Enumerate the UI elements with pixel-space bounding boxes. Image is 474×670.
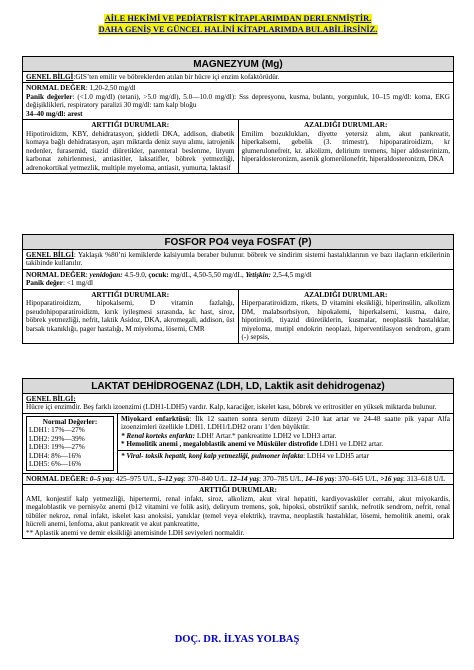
- magnesium-normal-label: NORMAL DEĞER: [26, 84, 86, 93]
- magnesium-normal: [23, 83, 453, 120]
- magnesium-section: [22, 56, 454, 174]
- phosphorus-child-label: çocuk:: [148, 270, 169, 279]
- ldh-viral-label: * Viral- toksik hepatit, konj kalp yetmezliği, pulmoner infakta: [121, 451, 304, 460]
- phosphorus-decrease-title: AZALDIĞI DURUMLAR:: [304, 290, 388, 299]
- ldh-normal-values: [23, 414, 118, 473]
- magnesium-columns: [23, 120, 453, 173]
- ldh-isoenzymes: [23, 414, 453, 474]
- phosphorus-increase-title: ARTTIĞI DURUMLAR:: [91, 290, 170, 299]
- magnesium-panic-last: 34–40 mg/dl: arest: [26, 109, 83, 118]
- magnesium-increase-text: Hipotiroidizm, KBY, dehidratasyon, şiddetli DKA, addison, diabetik komayа bağlı dehidratasyon, aşırı miktarda deniz suyu alımı, iatrojenik nedenler, furasemid, tiazid diüretikler, parenteral beslenme, lityum karbonat zehirlenmesi, antiasitler, laksatifler, böbrek yetmezliği, adrenokortikal yetmezlik, multiple myeloma, antiasit, yumurta, laktasif: [26, 129, 235, 172]
- ldh-age-12-14-label: 12–14 yaş: [229, 474, 260, 483]
- phosphorus-adult-label: Yetişkin:: [245, 270, 272, 279]
- phosphorus-section: [22, 234, 454, 344]
- phosphorus-title: FOSFOR PO4 veya FOSFAT (P): [23, 235, 453, 250]
- banner-line-1: AİLE HEKİMİ VE PEDİATRİST KİTAPLARIMDAN DERLENMİŞTİR.: [104, 14, 372, 23]
- phosphorus-child-value: mg/dL, 4,50-5,50 mg/dL,: [168, 270, 246, 279]
- magnesium-decrease-text: Emilim bozuklukları, diyette yetersiz alım, akut pankreatit, hiperkalsemi, gebelik (3. trimestr), hipoparatiroidizm, kr glumerulonefreit, kr. alkolizm, delirium tremens, hiper aldosterinizm, hiperaldosteronizm, asenik glomerülonefrit, hiperaldosteronizm, DKA: [241, 129, 450, 164]
- phosphorus-general: [23, 250, 453, 270]
- phosphorus-normal-label: NORMAL DEĞER: [26, 270, 86, 279]
- ldh4-value: LDH4: 8%—16%: [29, 451, 82, 460]
- phosphorus-general-label: GENEL BİLGİ: [26, 251, 74, 259]
- ldh-age-5-12-value: : 370–840 U/L.: [183, 474, 230, 483]
- ldh-section: [22, 378, 454, 539]
- ldh-age-12-14-value: : 370–785 U/L,: [259, 474, 305, 483]
- ldh-mi-text: : İlk 12 saatten sonra serum düzeyi 2-10 kat artar ve 24-48 saatte pik yapar Alfa izoenzimleri özellikle LDH1. LDH1/LDH2 oranı 1’den büyüktür.: [121, 414, 450, 432]
- ldh-normal-label: NORMAL DEĞER:: [26, 474, 89, 483]
- author-footer: DOÇ. DR. İLYAS YOLBAŞ: [174, 634, 300, 645]
- ldh-renal-text: LDH! Artar.* pankreatitte LDH2 ve LDH3 artar.: [195, 431, 337, 440]
- ldh-increase-text: AMI, konjestif kalp yetmezliği, hipertermi, renal infakt, siroz, alkolizm, akut viral hepatiti, kardiyovasküler cerrahi, akut miyokardis, megaloblastik ve pernisyöz anemi (b12 vitamini ve folik asit), deliryum tremens, şok, hipoksi, obstrüktif sarılık, nefrotik sendrom, nefrit, renal tübüler nekroz, renal infakt, iskelet kası anoksisi, yanıklar (temel veya elektrik), travma, neoplastik hastalıklar, lösemi, hemolitik anemi, orak hücreli anemi, lenfoma, akut pankreatit ve akut pankreatitte,: [26, 494, 450, 529]
- ldh-note: ** Aplastik anemi ve demir eksikliği anemisinde LDH seviyeleri normaldir.: [26, 528, 245, 537]
- ldh-age-14-16-label: 14–16 yaş: [304, 474, 335, 483]
- ldh-age-16-label: >16 yaş: [380, 474, 403, 483]
- ldh2-value: LDH2: 29%—39%: [29, 434, 85, 443]
- ldh-age-0-5-label: 0–5 yaş: [89, 474, 113, 483]
- banner-line-2: DAHA GENİŞ VE GÜNCEL HALİNİ KİTAPLARIMDA BULABİLİRSİNİZ.: [98, 24, 378, 34]
- ldh-title: LAKTAT DEHİDROGENAZ (LDH, LD, Laktik asit dehidrogenaz): [23, 379, 453, 394]
- magnesium-general-text: :GIS’ten emilir ve böbreklerden atılan bir hücre içi enzim kofaktörüdür.: [73, 73, 280, 81]
- ldh-general-label: GENEL BİLGİ:: [26, 395, 76, 403]
- phosphorus-adult-value: 2,5-4,5 mg/dl: [271, 270, 312, 279]
- ldh5-value: LDH5: 6%—16%: [29, 460, 82, 469]
- magnesium-normal-value: : 1,20-2,50 mg/dl: [85, 84, 136, 93]
- ldh-age-16-value: : 313–618 U/L: [402, 474, 446, 483]
- ldh-viral-text: : LDH4 ve LDH5 artar: [303, 451, 369, 460]
- magnesium-increase-title: ARTTIĞI DURUMLAR:: [91, 121, 170, 130]
- ldh-age-0-5-value: : 425–975 U/L,: [112, 474, 158, 483]
- magnesium-general-label: GENEL BİLGİ: [26, 73, 74, 81]
- ldh-general: [23, 394, 453, 414]
- magnesium-title: MAGNEZYUM (Mg): [23, 57, 453, 72]
- magnesium-panic-label: Panik değerler: [26, 92, 73, 101]
- magnesium-decrease: [238, 120, 454, 173]
- ldh-increase: [23, 485, 453, 538]
- phosphorus-columns: [23, 290, 453, 343]
- ldh-renal-label: * Renal korteks enfarktı:: [121, 431, 196, 440]
- phosphorus-increase-text: Hipoparatiroidizm, hipokalsemi, D vitamin fazlalığı, pseudohipoparatiroidizm, kırık iyileşmesi sırasında, kc hast, siroz, böbrek yetmezliği, nefrit, laktik Asidoz, DKA, akromegali, addison, üst barsak tıkanıklığı, pager hastalığı, M miyeloma, lösemi, CMR: [26, 299, 235, 333]
- magnesium-increase: [23, 120, 238, 173]
- ldh3-value: LDH3: 19%—27%: [29, 443, 85, 452]
- ldh-mi-label: Miyokard enfarktüsü: [121, 414, 190, 423]
- phosphorus-newborn-label: yenidoğan:: [89, 270, 123, 279]
- ldh-age-5-12-label: 5–12 yaş: [157, 474, 184, 483]
- phosphorus-newborn-value: 4.5-9.0,: [122, 270, 149, 279]
- phosphorus-normal: NORMAL DEĞER: yenidoğan: 4.5-9.0, çocuk: mg/dL, 4,50-5,50 mg/dL, Yetişkin: 2,5-4,5 mg/dl Panik değer: <1 mg/dl: [23, 270, 453, 290]
- ldh-normal-title: Normal Değerler:: [42, 417, 98, 426]
- phosphorus-increase: [23, 290, 238, 343]
- ldh-age-14-16-value: : 370–645 U/L,: [334, 474, 381, 483]
- ldh-normal-ages: [23, 474, 453, 485]
- phosphorus-panic-value: : <1 mg/dl: [62, 279, 93, 288]
- phosphorus-panic-label: Panik değer: [26, 279, 63, 288]
- ldh-increase-title: ARTTIĞI DURUMLAR:: [199, 486, 277, 495]
- magnesium-general: [23, 72, 453, 83]
- ldh-normal-box: [26, 416, 114, 471]
- banner: [63, 14, 413, 35]
- ldh-conditions: [118, 414, 453, 473]
- ldh-hemolytic-text: LDH1 ve LDH2 artar.: [317, 440, 384, 449]
- phosphorus-decrease: [238, 290, 454, 343]
- magnesium-decrease-title: AZALDIĞI DURUMLAR:: [304, 121, 388, 130]
- phosphorus-decrease-text: Hiperparatiroidizm, rikets, D vitamini eksikliği, hiperinsülin, alkolizm DM, malabsorbsiyon, hipokalemi, hiperkalsemi, kusma, daire, hipotiroidi, tiyazid diüretiklerin, kusmalar, neoplastik hastalıklar, miyeloma, mutipl endokrin neoplazi, hiperventilasyon sendrom, gram (-) sepsis,: [241, 299, 450, 342]
- ldh-hemolytic-label: * Hemolitik anemi , megaloblastik anemi ve Müsküler distrofide: [121, 440, 318, 449]
- phosphorus-general-text: : Yaklaşık %80’ni kemiklerde kalsiyumla beraber bulunur. böbrek ve sindirim sistemi hastalıklarının ve bazı ilaçların etkilerinin takibinde kullanılır.: [26, 251, 450, 268]
- ldh1-value: LDH1: 17%—27%: [29, 426, 85, 435]
- ldh-general-text: Hücre içi enzimdir. Beş farklı izoenzimi (LDH1-LDH5) vardır. Kalp, karaciğer, iskelet kası, böbrek ve eritrositler en yüksek miktarda bulunur.: [26, 403, 437, 412]
- magnesium-panic-text: : (<1.0 mg/dl) (tetani), >5.0 mg/dl), 5.0—10.0 mg/dl): Sss depresyonu, kusma, bulantı, yorgunluk, 10–15 mg/dl: koma, EKG değişiklikleri, respiratory paralizi 30 mg/dl: tam kalp bloğu: [26, 92, 451, 110]
